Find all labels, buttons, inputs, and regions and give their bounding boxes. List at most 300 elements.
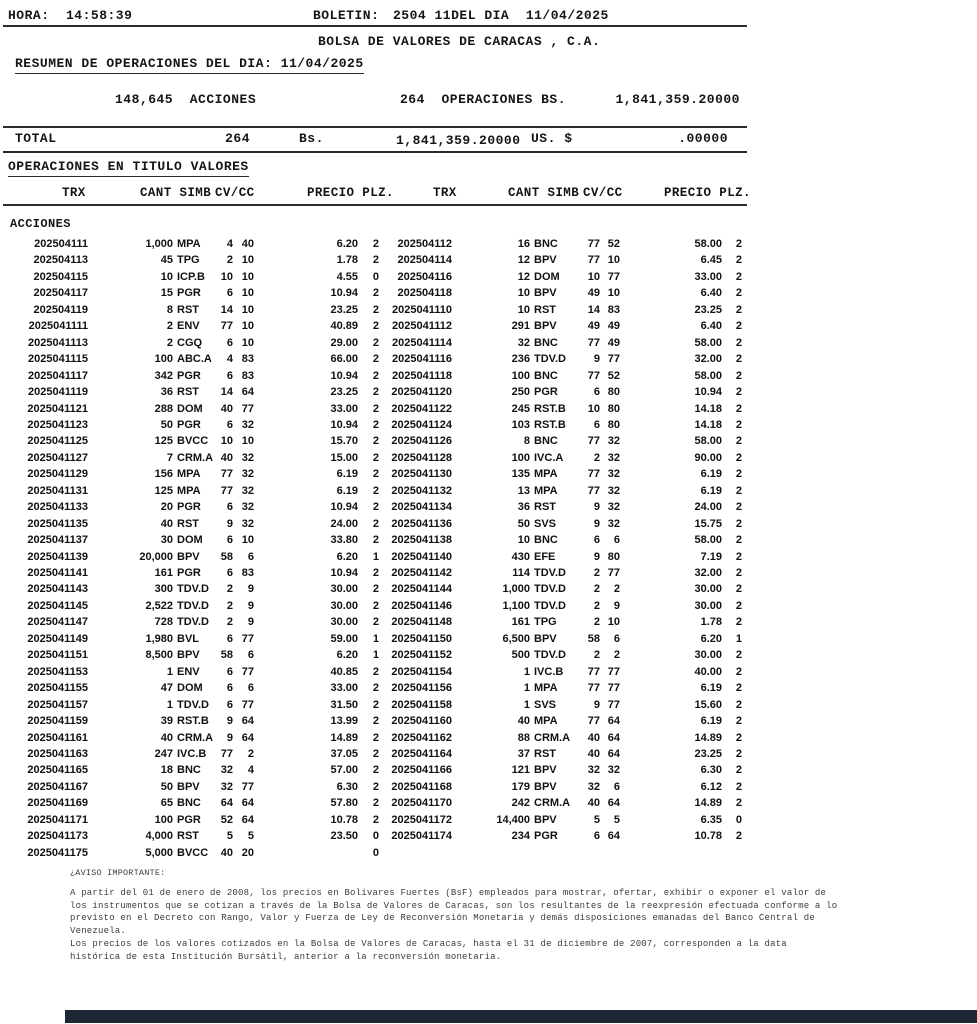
cell-precio-right: 6.19	[700, 484, 722, 497]
cell-cc-left: 10	[241, 336, 254, 349]
cell-cc-right: 32	[607, 764, 620, 777]
cell-symbol-right: IVC.A	[534, 451, 564, 464]
cell-trx-right: 2025041138	[391, 534, 452, 547]
cell-precio-right: 58.00	[694, 534, 722, 547]
cell-trx-left: 2025041133	[27, 501, 88, 514]
cell-cant-right: 245	[511, 402, 530, 415]
table-row	[0, 616, 780, 632]
cell-trx-left: 2025041155	[27, 682, 88, 695]
cell-cc-left: 6	[247, 550, 254, 563]
cell-cc-left: 64	[241, 386, 254, 399]
cell-cc-right: 32	[607, 517, 620, 530]
cell-cant-left: 342	[154, 369, 173, 382]
cell-plz-left: 1	[372, 649, 379, 662]
cell-cv-right: 32	[587, 780, 600, 793]
cell-trx-right: 2025041136	[391, 517, 452, 530]
cell-cc-right: 77	[607, 665, 620, 678]
cell-cc-left: 10	[241, 320, 254, 333]
cell-symbol-left: BNC	[177, 764, 201, 777]
cell-cant-left: 20,000	[139, 550, 173, 563]
summary-operaciones: 264 OPERACIONES BS.	[400, 92, 567, 107]
cell-symbol-left: ABC.A	[177, 353, 212, 366]
cell-plz-left: 2	[372, 501, 379, 514]
cell-cv-right: 2	[593, 599, 600, 612]
table-row	[0, 567, 780, 583]
cell-cc-left: 9	[247, 616, 254, 629]
cell-cant-right: 88	[517, 731, 530, 744]
cell-symbol-right: BPV	[534, 813, 557, 826]
cell-plz-left: 2	[372, 780, 379, 793]
cell-symbol-left: BPV	[177, 780, 200, 793]
cell-cc-right: 49	[607, 336, 620, 349]
cell-trx-left: 202504119	[33, 303, 88, 316]
cell-plz-left: 2	[372, 665, 379, 678]
cell-cv-right: 77	[587, 435, 600, 448]
cell-cc-left: 64	[241, 715, 254, 728]
cell-plz-right: 2	[735, 764, 742, 777]
cell-plz-left: 2	[372, 468, 379, 481]
cell-cant-left: 300	[154, 583, 173, 596]
cell-trx-left: 2025041117	[28, 369, 88, 382]
cell-trx-right: 2025041120	[391, 386, 452, 399]
cell-cc-right: 83	[607, 303, 620, 316]
aviso-line: los instrumentos que se cotizan a través de la Bolsa de Valores de Caracas, son los resultantes de la reexpresión efectuada conforme a lo	[70, 900, 838, 911]
cell-cv-right: 77	[587, 336, 600, 349]
cell-symbol-right: SVS	[534, 517, 557, 530]
cell-cc-right: 6	[613, 632, 620, 645]
cell-cant-right: 8	[523, 435, 530, 448]
cell-cc-left: 64	[241, 797, 254, 810]
cell-cc-left: 77	[241, 402, 254, 415]
aviso-line: previsto en el Decreto con Rango, Valor y Fuerza de Ley de Reconversión Monetaria y demás disposiciones emanadas del Banco Central de	[70, 913, 815, 924]
cell-trx-right: 2025041140	[391, 550, 452, 563]
cell-cv-right: 2	[593, 451, 600, 464]
cell-cv-right: 58	[587, 632, 600, 645]
cell-precio-left: 30.00	[330, 616, 358, 629]
cell-symbol-right: TDV.D	[534, 353, 566, 366]
cell-cc-right: 5	[613, 813, 620, 826]
cell-plz-right: 2	[735, 797, 742, 810]
cell-cc-right: 2	[613, 583, 620, 596]
table-row	[0, 814, 780, 830]
boletin-value: 2504 11DEL DIA 11/04/2025	[393, 8, 609, 23]
cell-cc-left: 2	[247, 747, 254, 760]
cell-cant-right: 1,100	[502, 599, 530, 612]
cell-symbol-left: CRM.A	[177, 451, 214, 464]
cell-cant-right: 291	[511, 320, 530, 333]
cell-trx-left: 202504115	[33, 270, 88, 283]
cell-precio-right: 14.89	[694, 797, 722, 810]
cell-plz-right: 2	[735, 320, 742, 333]
cell-symbol-left: CRM.A	[177, 731, 214, 744]
cell-cv-right: 10	[587, 270, 600, 283]
table-row	[0, 254, 780, 270]
cell-plz-right: 2	[735, 501, 742, 514]
total-bs-value: 1,841,359.20000	[396, 133, 521, 148]
cell-precio-left: 13.99	[330, 715, 358, 728]
cell-trx-left: 202504117	[33, 287, 88, 300]
cell-cant-left: 65	[160, 797, 173, 810]
cell-symbol-left: TDV.D	[177, 583, 209, 596]
cell-plz-right: 2	[735, 830, 742, 843]
cell-trx-left: 2025041125	[27, 435, 88, 448]
cell-plz-left: 2	[372, 583, 379, 596]
cell-cv-left: 2	[226, 616, 233, 629]
cell-cant-left: 1	[166, 665, 173, 678]
cell-trx-right: 2025041110	[392, 303, 452, 316]
cell-cv-right: 2	[593, 583, 600, 596]
cell-cv-left: 64	[220, 797, 233, 810]
cell-precio-left: 6.19	[336, 484, 358, 497]
cell-cc-left: 9	[247, 583, 254, 596]
cell-cv-right: 2	[593, 616, 600, 629]
cell-cant-left: 36	[160, 386, 173, 399]
cell-cv-left: 40	[220, 451, 233, 464]
cell-symbol-right: BNC	[534, 336, 558, 349]
cell-symbol-right: RST.B	[534, 402, 566, 415]
cell-plz-right: 2	[735, 731, 742, 744]
total-usd-label: US. $	[531, 131, 573, 146]
cell-plz-right: 2	[735, 534, 742, 547]
cell-precio-right: 30.00	[694, 649, 722, 662]
cell-cant-left: 2	[166, 336, 173, 349]
cell-cv-right: 14	[587, 303, 600, 316]
table-row	[0, 699, 780, 715]
cell-precio-right: 58.00	[694, 435, 722, 448]
cell-precio-right: 58.00	[694, 336, 722, 349]
cell-trx-left: 2025041167	[27, 780, 88, 793]
cell-precio-left: 29.00	[330, 336, 358, 349]
total-bs-label: Bs.	[299, 131, 324, 146]
cell-precio-right: 1.78	[700, 616, 722, 629]
cell-precio-right: 58.00	[694, 238, 722, 250]
cell-symbol-left: PGR	[177, 369, 201, 382]
cell-cv-left: 40	[220, 846, 233, 859]
cell-plz-right: 2	[735, 451, 742, 464]
cell-cv-left: 32	[220, 764, 233, 777]
cell-plz-right: 2	[735, 517, 742, 530]
cell-cant-left: 50	[160, 780, 173, 793]
cell-plz-left: 2	[372, 813, 379, 826]
cell-symbol-right: BPV	[534, 320, 557, 333]
cell-cv-left: 5	[226, 830, 233, 843]
cell-trx-right: 2025041144	[391, 583, 452, 596]
cell-precio-right: 14.89	[694, 731, 722, 744]
cell-symbol-left: TPG	[177, 254, 200, 267]
cell-plz-right: 2	[735, 583, 742, 596]
cell-cc-left: 32	[241, 451, 254, 464]
cell-precio-right: 6.19	[700, 715, 722, 728]
cell-cv-left: 32	[220, 780, 233, 793]
cell-trx-left: 2025041157	[27, 698, 88, 711]
cell-cv-right: 2	[593, 649, 600, 662]
page-title: BOLSA DE VALORES DE CARACAS , C.A.	[318, 34, 601, 49]
cell-cant-left: 30	[160, 534, 173, 547]
cell-symbol-right: EFE	[534, 550, 556, 563]
cell-precio-right: 6.35	[700, 813, 722, 826]
cell-cc-left: 77	[241, 665, 254, 678]
cell-precio-left: 4.55	[336, 270, 358, 283]
cell-precio-right: 6.30	[700, 764, 722, 777]
col-header-cant-right: CANT SIMB	[508, 186, 580, 200]
cell-precio-right: 6.19	[700, 468, 722, 481]
col-header-trx-left: TRX	[62, 186, 86, 200]
cell-plz-left: 2	[372, 254, 379, 267]
cell-trx-right: 2025041128	[391, 451, 452, 464]
cell-precio-left: 57.00	[330, 764, 358, 777]
cell-trx-right: 2025041122	[391, 402, 452, 415]
hora-label: HORA:	[8, 8, 50, 23]
cell-cv-left: 14	[220, 303, 233, 316]
table-row	[0, 501, 780, 517]
cell-cant-left: 15	[160, 287, 173, 300]
table-row	[0, 830, 780, 846]
table-row	[0, 271, 780, 287]
cell-cv-right: 9	[593, 550, 600, 563]
cell-symbol-right: BPV	[534, 254, 557, 267]
cell-cant-left: 1,980	[145, 632, 173, 645]
cell-cv-right: 2	[593, 567, 600, 579]
cell-cant-left: 39	[160, 715, 173, 728]
cell-cv-left: 4	[226, 353, 233, 366]
cell-cant-left: 288	[154, 402, 173, 415]
cell-cv-right: 77	[587, 484, 600, 497]
cell-cant-left: 156	[154, 468, 173, 481]
cell-cc-left: 83	[241, 567, 254, 579]
cell-cc-left: 4	[247, 764, 254, 777]
cell-cc-right: 32	[607, 501, 620, 514]
cell-cant-left: 10	[160, 270, 173, 283]
cell-trx-right: 2025041134	[391, 501, 452, 514]
cell-symbol-right: RST	[534, 501, 556, 514]
cell-plz-right: 2	[735, 550, 742, 563]
cell-plz-left: 2	[372, 303, 379, 316]
cell-symbol-right: MPA	[534, 715, 558, 728]
cell-trx-left: 2025041149	[27, 632, 88, 645]
cell-trx-right: 2025041158	[391, 698, 452, 711]
cell-trx-left: 2025041147	[27, 616, 88, 629]
cell-cv-right: 49	[587, 287, 600, 300]
cell-precio-left: 1.78	[336, 254, 358, 267]
cell-cant-right: 234	[511, 830, 530, 843]
cell-symbol-left: TDV.D	[177, 616, 209, 629]
cell-cc-left: 10	[241, 303, 254, 316]
cell-trx-right: 2025041116	[392, 353, 452, 366]
cell-cv-left: 6	[226, 567, 233, 579]
cell-symbol-right: BNC	[534, 238, 558, 250]
cell-precio-right: 15.75	[694, 517, 722, 530]
cell-trx-right: 202504118	[397, 287, 452, 300]
table-row	[0, 452, 780, 468]
cell-precio-left: 31.50	[330, 698, 358, 711]
cell-precio-left: 37.05	[330, 747, 358, 760]
cell-trx-left: 2025041121	[27, 402, 88, 415]
table-row	[0, 781, 780, 797]
cell-cc-left: 64	[241, 731, 254, 744]
cell-trx-right: 2025041174	[391, 830, 452, 843]
cell-cc-left: 40	[241, 238, 254, 250]
cell-precio-right: 32.00	[694, 353, 722, 366]
cell-cc-right: 6	[613, 780, 620, 793]
cell-cc-right: 80	[607, 550, 620, 563]
cell-symbol-right: BNC	[534, 534, 558, 547]
cell-trx-right: 2025041172	[391, 813, 452, 826]
cell-plz-right: 2	[735, 715, 742, 728]
cell-precio-left: 23.50	[330, 830, 358, 843]
cell-trx-right: 2025041164	[391, 747, 452, 760]
cell-cant-left: 7	[166, 451, 173, 464]
cell-cv-left: 58	[220, 550, 233, 563]
cell-cant-right: 114	[512, 567, 530, 579]
cell-plz-right: 2	[735, 336, 742, 349]
table-row	[0, 764, 780, 780]
cell-plz-left: 2	[372, 353, 379, 366]
cell-cv-right: 32	[587, 764, 600, 777]
cell-cant-right: 430	[511, 550, 530, 563]
col-header-cvcc-right: CV/CC	[583, 186, 623, 200]
cell-symbol-left: TDV.D	[177, 599, 209, 612]
cell-cc-right: 64	[607, 830, 620, 843]
cell-cc-right: 2	[613, 649, 620, 662]
cell-cc-left: 64	[241, 813, 254, 826]
table-row	[0, 304, 780, 320]
cell-cant-left: 125	[154, 484, 173, 497]
cell-cv-right: 77	[587, 715, 600, 728]
cell-precio-right: 6.19	[700, 682, 722, 695]
cell-cc-right: 32	[607, 435, 620, 448]
cell-symbol-left: BPV	[177, 649, 200, 662]
cell-cv-left: 6	[226, 336, 233, 349]
cell-trx-right: 2025041154	[391, 665, 452, 678]
cell-plz-right: 2	[735, 567, 742, 579]
cell-symbol-left: BNC	[177, 797, 201, 810]
cell-cv-left: 6	[226, 418, 233, 431]
cell-symbol-left: MPA	[177, 238, 201, 250]
cell-cv-right: 49	[587, 320, 600, 333]
cell-cc-right: 9	[613, 599, 620, 612]
table-row	[0, 551, 780, 567]
cell-cv-left: 6	[226, 665, 233, 678]
cell-plz-left: 0	[372, 270, 379, 283]
cell-cant-right: 10	[517, 303, 530, 316]
cell-cc-left: 77	[241, 780, 254, 793]
cell-cv-left: 9	[226, 731, 233, 744]
cell-precio-right: 40.00	[694, 665, 722, 678]
total-count: 264	[225, 131, 250, 146]
cell-symbol-left: DOM	[177, 534, 203, 547]
cell-symbol-left: RST	[177, 830, 199, 843]
cell-cc-right: 80	[607, 402, 620, 415]
cell-plz-right: 2	[735, 616, 742, 629]
cell-cant-right: 103	[511, 418, 530, 431]
cell-trx-left: 202504111	[34, 238, 88, 250]
cell-cc-left: 6	[247, 682, 254, 695]
cell-symbol-left: MPA	[177, 484, 201, 497]
cell-cv-left: 9	[226, 715, 233, 728]
cell-cv-left: 58	[220, 649, 233, 662]
cell-plz-left: 0	[372, 846, 379, 859]
cell-plz-right: 2	[735, 649, 742, 662]
cell-trx-right: 2025041148	[391, 616, 452, 629]
cell-cv-left: 10	[220, 270, 233, 283]
cell-trx-left: 2025041135	[27, 517, 88, 530]
cell-cant-right: 37	[517, 747, 530, 760]
cell-cc-right: 32	[607, 468, 620, 481]
cell-precio-left: 15.70	[330, 435, 358, 448]
cell-cant-right: 500	[511, 649, 530, 662]
cell-precio-left: 10.94	[330, 418, 358, 431]
cell-cv-left: 6	[226, 369, 233, 382]
cell-precio-left: 59.00	[330, 632, 358, 645]
cell-cant-right: 36	[517, 501, 530, 514]
boletin-label: BOLETIN:	[313, 8, 380, 23]
cell-trx-left: 2025041145	[27, 599, 88, 612]
cell-cv-left: 77	[220, 747, 233, 760]
cell-trx-left: 2025041169	[27, 797, 88, 810]
cell-cant-right: 14,400	[496, 813, 530, 826]
table-row	[0, 682, 780, 698]
cell-cc-left: 10	[241, 270, 254, 283]
cell-cant-left: 8,500	[145, 649, 173, 662]
col-header-cvcc-left: CV/CC	[215, 186, 255, 200]
cell-cc-right: 80	[607, 386, 620, 399]
cell-symbol-left: ENV	[177, 320, 200, 333]
cell-plz-right: 2	[735, 747, 742, 760]
cell-plz-left: 2	[372, 764, 379, 777]
cell-cant-right: 40	[517, 715, 530, 728]
cell-trx-left: 2025041165	[27, 764, 88, 777]
cell-symbol-left: ICP.B	[177, 270, 205, 283]
cell-precio-left: 40.89	[330, 320, 358, 333]
cell-cc-right: 77	[607, 270, 620, 283]
aviso-line: Los precios de los valores cotizados en la Bolsa de Valores de Caracas, hasta el 31 de diciembre de 2007, corresponden a la data	[70, 938, 787, 949]
cell-cant-right: 32	[517, 336, 530, 349]
cell-plz-right: 2	[735, 682, 742, 695]
cell-trx-left: 2025041161	[27, 731, 88, 744]
cell-trx-right: 2025041160	[391, 715, 452, 728]
cell-cant-right: 161	[511, 616, 530, 629]
cell-cc-left: 5	[247, 830, 254, 843]
table-row	[0, 649, 780, 665]
cell-cant-left: 100	[154, 353, 173, 366]
table-row	[0, 370, 780, 386]
cell-cv-left: 52	[220, 813, 233, 826]
table-row	[0, 583, 780, 599]
cell-cant-right: 236	[511, 353, 530, 366]
cell-cv-right: 77	[587, 682, 600, 695]
cell-cant-left: 40	[160, 517, 173, 530]
cell-cant-left: 20	[160, 501, 173, 514]
hora-value: 14:58:39	[66, 8, 133, 23]
cell-precio-right: 6.20	[700, 632, 722, 645]
cell-trx-right: 2025041124	[391, 418, 452, 431]
summary-bs-total: 1,841,359.20000	[615, 92, 740, 107]
table-row	[0, 353, 780, 369]
cell-plz-left: 2	[372, 402, 379, 415]
cell-cc-right: 32	[607, 484, 620, 497]
cell-cc-left: 10	[241, 254, 254, 267]
cell-symbol-right: BNC	[534, 435, 558, 448]
table-row	[0, 419, 780, 435]
cell-precio-left: 33.00	[330, 402, 358, 415]
cell-trx-right: 2025041132	[391, 484, 452, 497]
cell-cv-left: 6	[226, 698, 233, 711]
cell-precio-left: 30.00	[330, 599, 358, 612]
cell-cant-right: 1	[523, 682, 530, 695]
cell-symbol-left: DOM	[177, 402, 203, 415]
cell-trx-right: 2025041112	[392, 320, 452, 333]
cell-precio-left: 10.94	[330, 369, 358, 382]
